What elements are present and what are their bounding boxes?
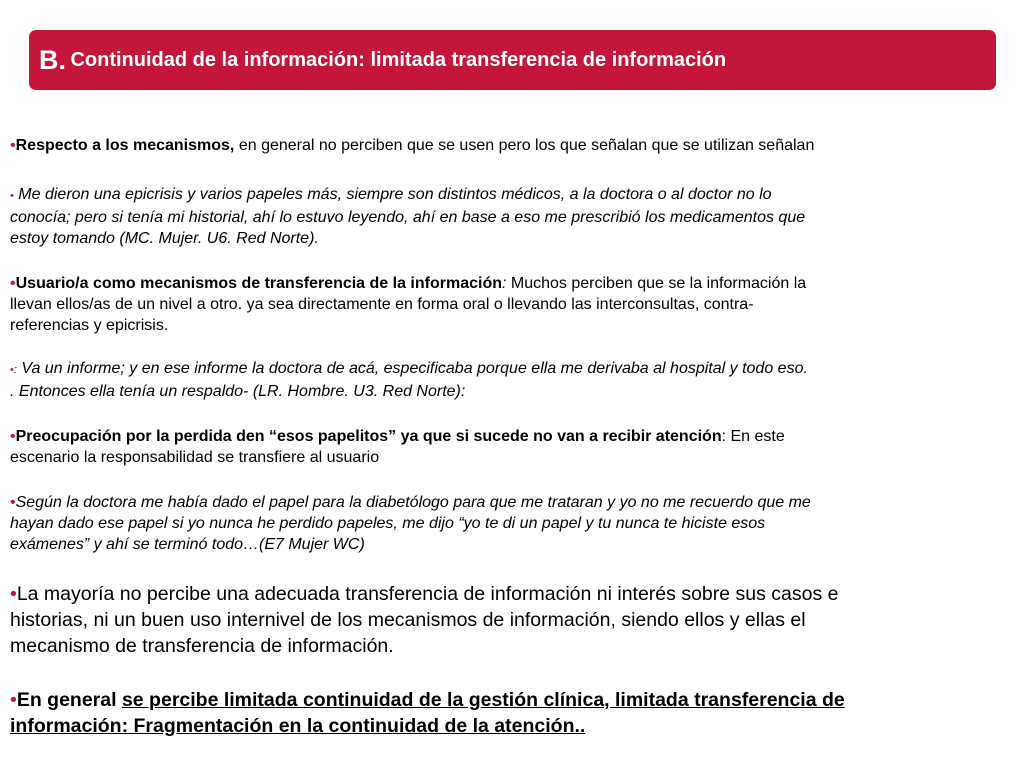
quote-line	[10, 492, 1020, 513]
quote-text: Me dieron una epicrisis y varios papeles más, siempre son distintos médicos, a la doctora o al doctor no lo	[13, 186, 772, 203]
paragraph-line: referencias y epicrisis.	[10, 317, 169, 334]
bullet-icon: •	[10, 428, 16, 445]
bullet-icon: •	[10, 137, 16, 154]
paragraph-lead: Usuario/a como mecanismos de transferencia de la información	[15, 275, 502, 292]
paragraph-text: : En este	[721, 428, 785, 445]
paragraph-text: en general no perciben que se usen pero los que señalan que se utilizan señalan	[234, 137, 815, 154]
paragraph-line: llevan ellos/as de un nivel a otro. ya sea directamente en forma oral o llevando las interconsultas, contra-	[10, 296, 754, 313]
quote-line: conocía; pero si tenía mi historial, ahí lo estuvo leyendo, ahí en base a eso me prescribió los medicamentos que	[10, 209, 806, 226]
slide-title-bar	[29, 30, 996, 90]
quote-line: exámenes” y ahí se terminó todo…(E7 Mujer WC)	[10, 536, 365, 553]
quote-line: . Entonces ella tenía un respaldo- (LR. Hombre. U3. Red Norte):	[10, 383, 466, 400]
quote-text: Según la doctora me había dado el papel para la diabetólogo para que me trataran y yo no me recuerdo que me	[15, 494, 811, 511]
paragraph-conclusion	[10, 687, 1020, 739]
paragraph-text: La mayoría no percibe una adecuada transferencia de información ni interés sobre sus casos e	[16, 583, 839, 605]
paragraph-mechanisms	[10, 135, 1020, 156]
paragraph-lead: Respecto a los mecanismos,	[15, 137, 235, 154]
paragraph-line	[10, 426, 1020, 447]
paragraph-user-as-mechanism	[10, 273, 1020, 336]
slide-body	[10, 135, 1020, 739]
paragraph-lead: En general	[16, 689, 117, 711]
paragraph-lead: Preocupación por la perdida den “esos papelitos” ya que si sucede no van a recibir atención	[15, 428, 722, 445]
colon-mark: :	[13, 364, 17, 376]
quote-line: hayan dado ese papel si yo nunca he perdido papeles, me dijo “yo te di un papel y tu nunca te hiciste esos	[10, 515, 766, 532]
bullet-icon: •	[10, 689, 17, 711]
quote-e7-mujer	[10, 492, 1020, 555]
paragraph-line: mecanismo de transferencia de información.	[10, 635, 394, 657]
paragraph-majority	[10, 581, 1020, 659]
paragraph-line	[10, 687, 1020, 713]
bullet-icon: •	[10, 494, 16, 511]
slide-title: Continuidad de la información: limitada transferencia de información	[70, 48, 727, 71]
quote-line	[10, 184, 1020, 207]
paragraph-line: escenario la responsabilidad se transfiere al usuario	[10, 449, 380, 466]
quote-line	[10, 358, 1020, 381]
paragraph-line	[10, 273, 1020, 294]
paragraph-lost-papers	[10, 426, 1020, 468]
underlined-conclusion: información: Fragmentación en la continuidad de la atención..	[10, 715, 586, 737]
bullet-icon: •	[10, 364, 14, 376]
paragraph-text: Muchos perciben que se la información la	[506, 275, 807, 292]
colon-mark: :	[502, 275, 507, 292]
title-section-letter: B.	[39, 44, 66, 75]
paragraph-line: historias, ni un buen uso internivel de los mecanismos de información, siendo ellos y ellas el	[10, 609, 806, 631]
bullet-icon: •	[10, 583, 17, 605]
quote-text: Va un informe; y en ese informe la doctora de acá, especificaba porque ella me derivaba al hospital y todo eso.	[16, 360, 808, 377]
bullet-icon: •	[10, 190, 14, 202]
quote-line: estoy tomando (MC. Mujer. U6. Red Norte).	[10, 230, 319, 247]
quote-lr-hombre	[10, 358, 1020, 402]
paragraph-line	[10, 581, 1020, 607]
quote-mc-mujer	[10, 184, 1020, 249]
bullet-icon: •	[10, 275, 16, 292]
paragraph-line	[10, 713, 1020, 739]
underlined-conclusion: se percibe limitada continuidad de la gestión clínica, limitada transferencia de	[121, 689, 845, 711]
